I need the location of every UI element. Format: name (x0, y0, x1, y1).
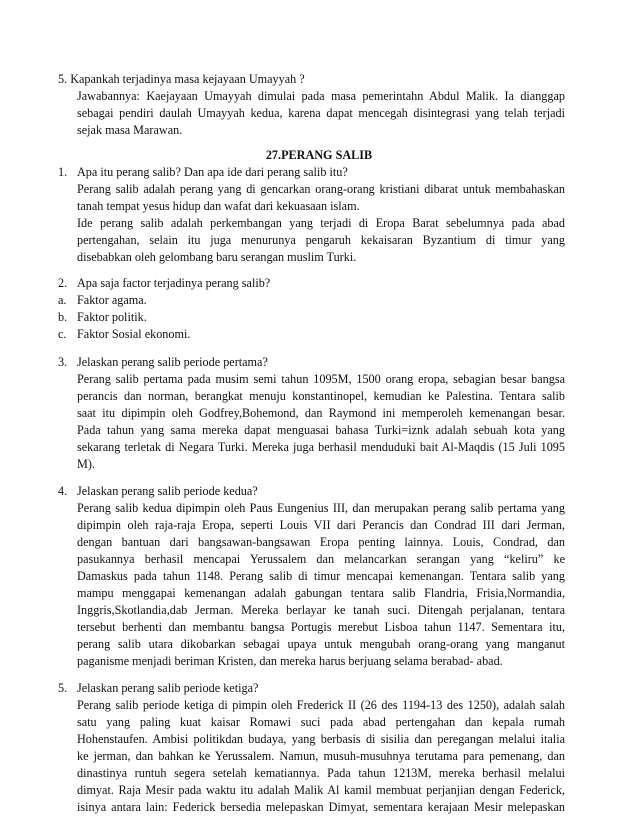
answer-line: sebagai pendiri daulah Umayyah kedua, karena dapat mencegah disintegrasi yang telah terjadi (77, 106, 565, 120)
answer-line: sekarang terletak di Negara Turki. Mereka juga berhasil menduduki bait Al-Maqdis (15 Juli 1095 (77, 440, 565, 454)
answer-line: Damaskus pada tahun 1148. Perang salib di timur mencapai kemenangan. Tentara salib yang (77, 569, 565, 583)
answer-line: mampu menggapai kemenangan adalah gabungan tentara salib Flandria, Frisia,Normandia, (77, 586, 565, 600)
list-marker: b. (58, 310, 68, 324)
question-number: 4. (58, 484, 68, 498)
answer-line: dinastinya runtuh segera setelah kematiannya. Pada tahun 1213M, mereka berhasil melalui (77, 766, 565, 780)
answer-line: pasukannya berhasil mencapai Yerussalem dan melancarkan serangan yang “keliru” ke (77, 552, 565, 566)
list-marker: c. (58, 327, 67, 341)
list-marker: a. (58, 293, 67, 307)
answer-line: Ide perang salib adalah perkembangan yang terjadi di Eropa Barat sebelumnya pada abad (77, 216, 565, 230)
question-1: Apa itu perang salib? Dan apa ide dari perang salib itu? (77, 165, 348, 179)
answer-line: Perang salib adalah perang yang di gencarkan orang-orang kristiani dibarat untuk membahaskan (77, 182, 565, 196)
question-4: Jelaskan perang salib periode kedua? (77, 484, 258, 498)
answer-line: tersebut berhenti dan membantu bangsa Portugis merebut Lisboa tahun 1147. Sementara itu, (77, 620, 565, 634)
question-number: 2. (58, 276, 68, 290)
answer-line: perancis dan norman, berangkat menuju konstantinopel, kemudian ke Palestina. Tentara salib (77, 389, 565, 403)
answer-line: Perang salib kedua dipimpin oleh Paus Eungenius III, dan merupakan perang salib pertama yang (77, 501, 565, 515)
question-5: Jelaskan perang salib periode ketiga? (77, 681, 259, 695)
answer-line: perang salib utara dikobarkan sebagai upaya untuk mengubah orang-orang yang manganut (77, 637, 565, 651)
answer-line: dimyat. Raja Mesir pada waktu itu adalah Malik Al kamil membuat perjanjian dengan Federick, (77, 783, 565, 797)
answer-line: Jawabannya: Kaejayaan Umayyah dimulai pada masa pemerintahn Abdul Malik. Ia dianggap (77, 89, 565, 103)
answer-line: Hohenstaufen. Ambisi politikdan budaya, yang berbasis di sisilia dan peregangan melalui italia (77, 732, 565, 746)
answer-line: disebabkan oleh gelombang baru serangan muslim Turki. (77, 250, 357, 264)
answer-line: Perang salib periode ketiga di pimpin oleh Frederick II (26 des 1194-13 des 1250), adalah salah (77, 698, 565, 712)
question-5-umayyah: 5. Kapankah terjadinya masa kejayaan Umayyah ? (58, 72, 305, 86)
answer-line: sejak masa Marawan. (77, 123, 183, 137)
answer-line: satu yang paling kuat kaisar Romawi suci pada abad pertengahan dan kepala rumah (77, 715, 565, 729)
answer-line: paganisme menjadi beriman Kristen, dan mereka harus berjuang selama berabad- abad. (77, 654, 503, 668)
answer-line: saat itu dipimpin oleh Godfrey,Bohemond, dan Raymond ini memperoleh kemenangan besar. (77, 406, 565, 420)
question-3: Jelaskan perang salib periode pertama? (77, 355, 268, 369)
list-item: Faktor agama. (77, 293, 147, 307)
answer-line: ke jerman, dan bahkan ke Yerussalem. Namun, musuh-musuhnya terutama para pemenang, dan (77, 749, 565, 763)
section-title: 27.PERANG SALIB (265, 148, 373, 162)
answer-line: Perang salib pertama pada musim semi tahun 1095M, 1500 orang eropa, sebagian besar bangsa (77, 372, 565, 386)
answer-line: dipimpin oleh raja-raja Eropa, seperti Louis VII dari Perancis dan Condrad III dari Jerman, (77, 518, 565, 532)
answer-line: isinya antara lain: Federick bersedia melepaskan Dimyat, sementara kerajaan Mesir melepaskan (77, 800, 565, 814)
list-item: Faktor politik. (77, 310, 147, 324)
answer-line: M). (77, 457, 95, 471)
answer-line: Inggris,Skotlandia,dab Jerman. Mereka berlayar ke tanah suci. Ditengah perjalanan, tentara (77, 603, 565, 617)
question-number: 3. (58, 355, 68, 369)
question-2: Apa saja factor terjadinya perang salib? (77, 276, 271, 290)
answer-line: Pada tahun yang sama mereka dapat menguasai bahasa Turki=iznk adalah sebuah kota yang (77, 423, 565, 437)
question-number: 5. (58, 681, 68, 695)
answer-line: tanah tempat yesus hidup dan wafat dari kekuasaan islam. (77, 199, 360, 213)
answer-line: pertengahan, selain itu juga menurunya pengaruh kekaisaran Byzantium di timur yang (77, 233, 565, 247)
answer-line: dengan bantuan dari bangsawan-bangsawan Eropa penting lainnya. Louis, Condrad, dan (77, 535, 565, 549)
question-number: 1. (58, 165, 68, 179)
list-item: Faktor Sosial ekonomi. (77, 327, 191, 341)
